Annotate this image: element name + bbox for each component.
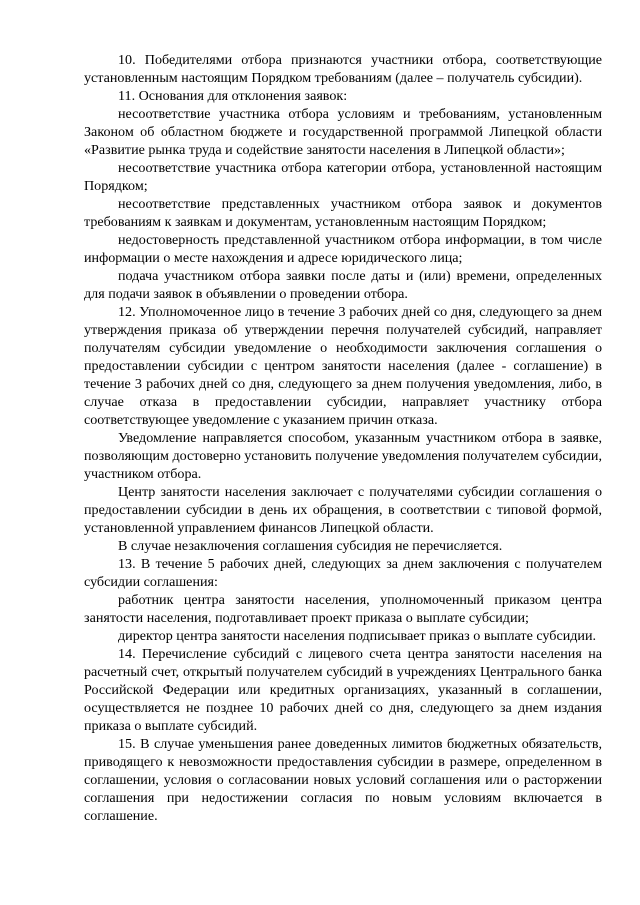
paragraph-13-after-agreement: 13. В течение 5 рабочих дней, следующих за днем заключения с получателем субсидии соглашения:	[84, 556, 602, 590]
paragraph-10-winners: 10. Победителями отбора признаются участники отбора, соответствующие установленным настоящим Порядком требованиям (далее – получатель субсидии).	[84, 52, 602, 86]
rejection-ground-nonconformity-law: несоответствие участника отбора условиям и требованиям, установленным Законом об областном бюджете и государственной программой Липецкой области «Развитие рынка труда и содействие занятости населения в Липецкой области»;	[84, 106, 602, 158]
paragraph-agreement-conclusion: Центр занятости населения заключает с получателями субсидии соглашения о предоставлении субсидии в день их обращения, в соответствии с типовой формой, установленной управлением финансов Липецкой области.	[84, 484, 602, 536]
rejection-ground-category: несоответствие участника отбора категории отбора, установленной настоящим Порядком;	[84, 160, 602, 194]
rejection-ground-late-submission: подача участником отбора заявки после даты и (или) времени, определенных для подачи заявок в объявлении о проведении отбора.	[84, 268, 602, 302]
document-page	[84, 51, 602, 825]
paragraph-13-director-signs: директор центра занятости населения подписывает приказ о выплате субсидии.	[118, 628, 597, 644]
paragraph-15-limits-reduction: 15. В случае уменьшения ранее доведенных лимитов бюджетных обязательств, приводящего к невозможности предоставления субсидии в размере, определенном в соглашении, условия о согласовании новых условий соглашения или о расторжении соглашения при недостижении согласия по новым условиям включается в соглашение.	[84, 736, 602, 824]
paragraph-11-rejection-grounds: 11. Основания для отклонения заявок:	[118, 88, 348, 104]
paragraph-14-transfer: 14. Перечисление субсидий с лицевого счета центра занятости населения на расчетный счет, открытый получателем субсидий в учреждениях Центрального банка Российской Федерации или кредитных организациях, указанный в соглашении, осуществляется не позднее 10 рабочих дней со дня, следующего за днем издания приказа о выплате субсидий.	[84, 646, 602, 734]
rejection-ground-false-info: недостоверность представленной участником отбора информации, в том числе информации о месте нахождения и адресе юридического лица;	[84, 232, 602, 266]
paragraph-13-worker-prepares-order: работник центра занятости населения, уполномоченный приказом центра занятости населения, подготавливает проект приказа о выплате субсидии;	[84, 592, 602, 626]
rejection-ground-documents: несоответствие представленных участником отбора заявок и документов требованиям к заявкам и документам, установленным настоящим Порядком;	[84, 196, 602, 230]
paragraph-12-notification: 12. Уполномоченное лицо в течение 3 рабочих дней со дня, следующего за днем утверждения приказа об утверждении перечня получателей субсидий, направляет получателям субсидии уведомление о необходимости заключения соглашения о предоставлении субсидии с центром занятости населения (далее - соглашение) в течение 3 рабочих дней со дня, следующего за днем получения уведомления, либо, в случае отказа в предоставлении субсидии, направляет участнику отбора соответствующее уведомление с указанием причин отказа.	[84, 304, 602, 428]
paragraph-notification-method: Уведомление направляется способом, указанным участником отбора в заявке, позволяющим достоверно установить получение уведомления получателем субсидии, участником отбора.	[84, 430, 602, 482]
paragraph-no-agreement: В случае незаключения соглашения субсидия не перечисляется.	[118, 538, 503, 554]
